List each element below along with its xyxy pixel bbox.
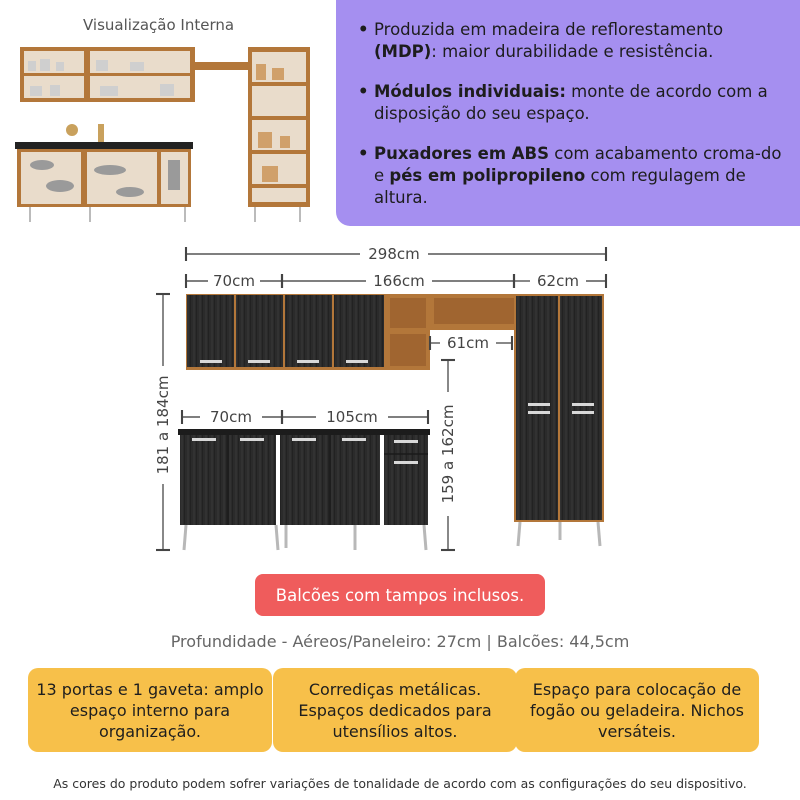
internal-view-label: Visualização Interna [83,16,235,34]
dim-upper-left: 70cm [213,272,255,290]
dim-total-width: 298cm [368,245,420,263]
internal-view-image [15,47,310,222]
highlights-panel [336,0,800,226]
dim-lower-left: 70cm [210,408,252,426]
dim-upper-middle: 166cm [373,272,425,290]
highlight-text: monte de acordo com a disposição do seu espaço. [374,82,768,123]
highlight-item [358,81,782,125]
depth-info: Profundidade - Aéreos/Paneleiro: 27cm | Balcões: 44,5cm [170,632,630,651]
feature-card-space: Espaço para colocação de fogão ou geladeira. Nichos versáteis. [515,668,759,752]
dim-lower-middle: 105cm [326,408,378,426]
highlight-bold-text: pés em polipropileno [389,166,586,185]
cabinet-drawing [154,245,606,550]
highlight-bold-text: (MDP) [374,42,432,61]
color-disclaimer: As cores do produto podem sofrer variações de tonalidade de acordo com as configurações do seu dispositivo. [53,776,747,791]
feature-card-doors: 13 portas e 1 gaveta: amplo espaço interno para organização. [28,668,272,752]
highlight-text: : maior durabilidade e resistência. [431,42,714,61]
dim-gap: 61cm [447,334,489,352]
feature-card-slides: Corrediças metálicas. Espaços dedicados para utensílios altos. [273,668,517,752]
highlight-bold-text: Puxadores em ABS [374,144,550,163]
dim-counter-height: 159 a 162cm [439,404,457,504]
dim-total-height: 181 a 184cm [154,375,172,475]
tops-included-badge: Balcões com tampos inclusos. [255,574,545,616]
highlight-text: com regulagem de altura. [374,166,746,207]
highlight-item [358,143,782,209]
highlight-item [358,19,782,63]
dim-tall-unit: 62cm [537,272,579,290]
highlight-bold-text: Módulos individuais: [374,82,566,101]
highlight-text: com acabamento croma-do e [374,144,782,185]
highlight-text: Produzida em madeira de reflorestamento [374,20,724,39]
